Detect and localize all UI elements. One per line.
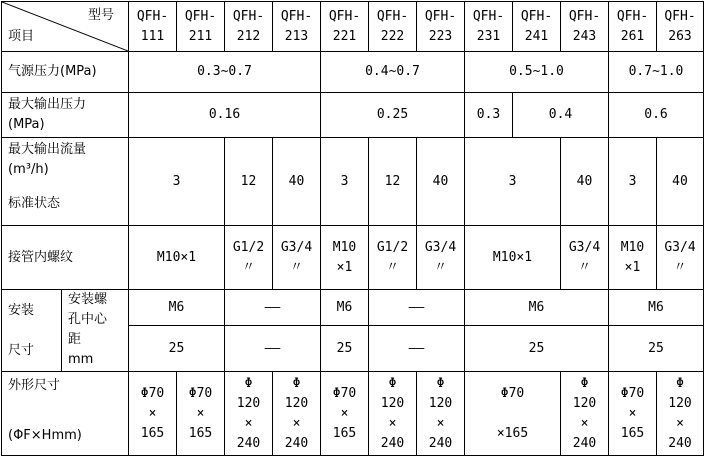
- mounting-distance-value: 25: [321, 326, 369, 372]
- flow-value: 3: [321, 138, 369, 226]
- model-header: QFH- 223: [417, 2, 465, 52]
- spec-table: [1, 1, 704, 456]
- model-header: QFH- 212: [225, 2, 273, 52]
- thread-value: M10 ×1: [609, 226, 657, 290]
- mounting-distance-value: ——: [369, 326, 465, 372]
- outline-value: Φ 120 × 240: [225, 372, 273, 456]
- flow-value: 40: [561, 138, 609, 226]
- mounting-thread-value: M6: [609, 290, 704, 326]
- outline-value: Φ 120 × 240: [273, 372, 321, 456]
- outline-value: Φ70 ×165: [465, 372, 561, 456]
- outline-value: Φ70 × 165: [177, 372, 225, 456]
- mounting-thread-value: M6: [321, 290, 369, 326]
- max-output-pressure-value: 0.4: [513, 93, 609, 138]
- mounting-thread-value: M6: [129, 290, 225, 326]
- max-output-flow-row: [2, 138, 704, 226]
- source-pressure-value: 0.4~0.7: [321, 52, 465, 93]
- thread-value: G3/4 〃: [657, 226, 704, 290]
- outline-value: Φ 120 × 240: [657, 372, 704, 456]
- flow-value: 12: [369, 138, 417, 226]
- model-header: QFH- 211: [177, 2, 225, 52]
- thread-value: M10×1: [129, 226, 225, 290]
- max-output-pressure-row: [2, 93, 704, 138]
- model-header: QFH- 263: [657, 2, 704, 52]
- flow-value: 3: [129, 138, 225, 226]
- model-header: QFH- 243: [561, 2, 609, 52]
- thread-value: M10×1: [465, 226, 561, 290]
- outline-value: Φ 120 × 240: [369, 372, 417, 456]
- outline-value: Φ70 × 165: [321, 372, 369, 456]
- corner-model-label: 型号: [87, 8, 114, 23]
- source-pressure-value: 0.5~1.0: [465, 52, 609, 93]
- header-row: [2, 2, 704, 52]
- source-pressure-label: 气源压力(MPa): [2, 52, 129, 93]
- outline-unit-label: (ΦF×Hmm): [8, 428, 82, 443]
- source-pressure-value: 0.7~1.0: [609, 52, 704, 93]
- outline-row: [2, 372, 704, 456]
- flow-value: 12: [225, 138, 273, 226]
- mounting-sub-label: 安装螺 孔中心 距 mm: [62, 290, 129, 372]
- mounting-thread-value: ——: [369, 290, 465, 326]
- outline-label-cell: [2, 372, 129, 456]
- max-output-pressure-value: 0.6: [609, 93, 704, 138]
- mounting-distance-value: 25: [465, 326, 609, 372]
- flow-value: 40: [657, 138, 704, 226]
- outline-label: 外形尺寸: [8, 378, 61, 393]
- thread-value: G3/4 〃: [417, 226, 465, 290]
- flow-value: 3: [465, 138, 561, 226]
- model-header: QFH- 231: [465, 2, 513, 52]
- model-header: QFH- 261: [609, 2, 657, 52]
- mounting-distance-value: 25: [609, 326, 704, 372]
- header-corner-cell: [2, 2, 129, 52]
- thread-value: G1/2 〃: [225, 226, 273, 290]
- mounting-label: 安装 尺寸: [2, 290, 62, 372]
- model-header: QFH- 222: [369, 2, 417, 52]
- mounting-thread-value: ——: [225, 290, 321, 326]
- mounting-distance-value: ——: [225, 326, 321, 372]
- max-output-pressure-label: 最大输出压力 (MPa): [2, 93, 129, 138]
- pipe-thread-row: [2, 226, 704, 290]
- flow-value: 3: [609, 138, 657, 226]
- model-header: QFH- 241: [513, 2, 561, 52]
- max-output-flow-label: 最大输出流量 (m³/h): [8, 142, 87, 177]
- outline-value: Φ70 × 165: [609, 372, 657, 456]
- outline-value: Φ 120 × 240: [417, 372, 465, 456]
- max-output-pressure-value: 0.16: [129, 93, 321, 138]
- thread-value: G1/2 〃: [369, 226, 417, 290]
- model-header: QFH- 221: [321, 2, 369, 52]
- flow-value: 40: [273, 138, 321, 226]
- flow-value: 40: [417, 138, 465, 226]
- outline-value: Φ 120 × 240: [561, 372, 609, 456]
- max-output-flow-label-cell: [2, 138, 129, 226]
- thread-value: G3/4 〃: [561, 226, 609, 290]
- model-header: QFH- 213: [273, 2, 321, 52]
- mounting-thread-value: M6: [465, 290, 609, 326]
- max-output-pressure-value: 0.25: [321, 93, 465, 138]
- thread-value: G3/4 〃: [273, 226, 321, 290]
- mounting-thread-row: [2, 290, 704, 326]
- source-pressure-row: [2, 52, 704, 93]
- model-header: QFH- 111: [129, 2, 177, 52]
- standard-state-label: 标准状态: [8, 196, 61, 211]
- pipe-thread-label: 接管内螺纹: [2, 226, 129, 290]
- source-pressure-value: 0.3~0.7: [129, 52, 321, 93]
- outline-value: Φ70 × 165: [129, 372, 177, 456]
- mounting-distance-value: 25: [129, 326, 225, 372]
- corner-item-label: 项目: [8, 29, 35, 44]
- thread-value: M10 ×1: [321, 226, 369, 290]
- max-output-pressure-value: 0.3: [465, 93, 513, 138]
